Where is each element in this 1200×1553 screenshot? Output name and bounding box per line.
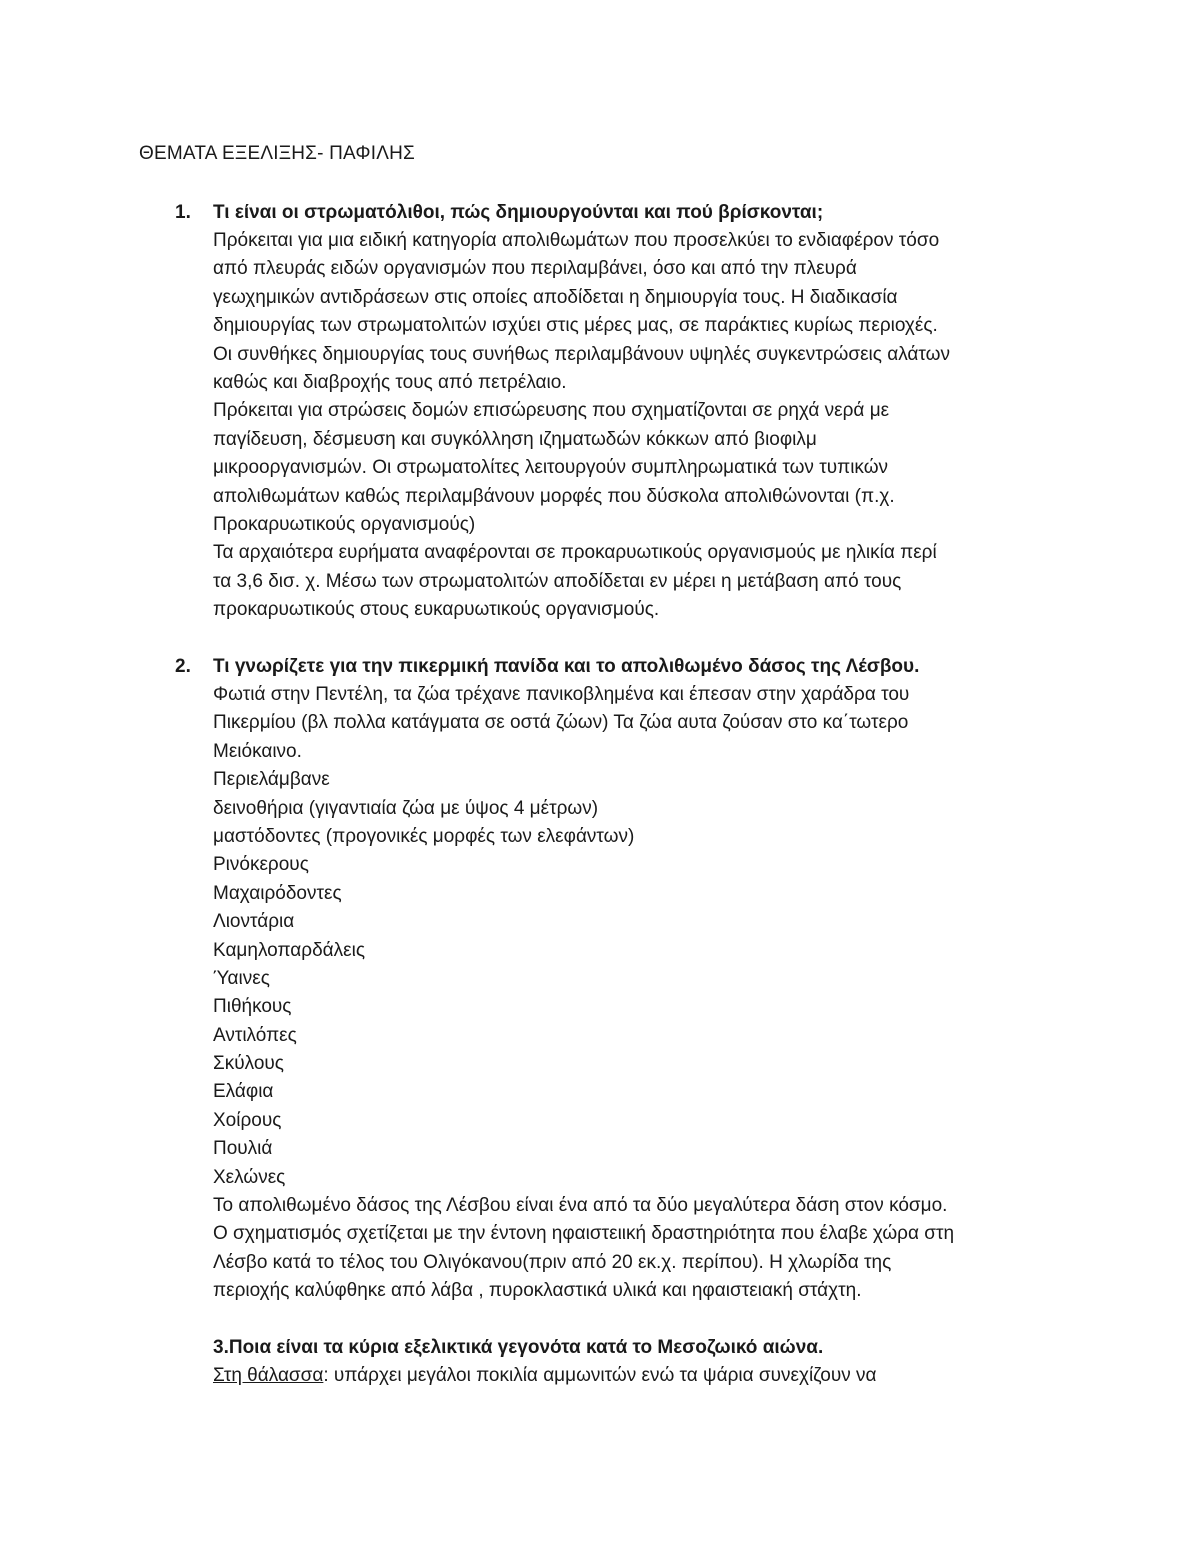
answer-line: Πιθήκους — [213, 996, 292, 1018]
answer-line: Ρινόκερους — [213, 854, 309, 876]
answer-body — [213, 227, 1075, 624]
answer-line: Λιοντάρια — [213, 911, 295, 933]
answer-line: Σκύλους — [213, 1053, 284, 1075]
answer-line: Φωτιά στην Πεντέλη, τα ζώα τρέχανε πανικοβλημένα και έπεσαν στην χαράδρα του — [213, 684, 910, 705]
answer-line: Ύαινες — [213, 967, 270, 989]
answer-line: τα 3,6 δισ. χ. Μέσω των στρωματολιτών αποδίδεται εν μέρει η μετάβαση από τους — [213, 570, 902, 592]
question-number: 1. — [175, 202, 191, 223]
answer-line: καθώς και διαβροχής τους από πετρέλαιο. — [213, 371, 567, 393]
answer-line: Πικερμίου (βλ πολλα κατάγματα σε οστά ζώων) Τα ζώα αυτα ζούσαν στο κα΄τωτερο — [213, 712, 909, 734]
answer-line — [213, 1362, 1075, 1390]
question-section-2 — [175, 653, 1075, 1306]
answer-line: Μαχαιρόδοντες — [213, 882, 342, 904]
answer-line: Μειόκαινο. — [213, 740, 302, 762]
answer-line: Ο σχηματισμός σχετίζεται με την έντονη ηφαιστειική δραστηριότητα που έλαβε χώρα στη — [213, 1223, 955, 1245]
answer-line: δημιουργίας των στρωματολιτών ισχύει στις μέρες μας, σε παράκτιες κυρίως περιοχές. — [213, 315, 938, 337]
question-heading: 3.Ποια είναι τα κύρια εξελικτικά γεγονότα κατά το Μεσοζωικό αιώνα. — [213, 1337, 824, 1358]
answer-line: Το απολιθωμένο δάσος της Λέσβου είναι ένα από τα δύο μεγαλύτερα δάση στον κόσμο. — [213, 1195, 948, 1217]
question-text: Τι γνωρίζετε για την πικερμική πανίδα και το απολιθωμένο δάσος της Λέσβου. — [213, 656, 920, 677]
question-section-3 — [175, 1334, 1075, 1390]
answer-line: δεινοθήρια (γιγαντιαία ζώα με ύψος 4 μέτρων) — [213, 797, 599, 819]
answer-line-rest: : υπάρχει μεγάλοι ποκιλία αμμωνιτών ενώ τα ψάρια συνεχίζουν να — [323, 1365, 877, 1386]
question-number: 2. — [175, 656, 191, 677]
answer-line: Λέσβο κατά το τέλος του Ολιγόκανου(πριν από 20 εκ.χ. περίπου). Η χλωρίδα της — [213, 1251, 892, 1273]
answer-line: Καμηλοπαρδάλεις — [213, 939, 365, 961]
answer-line: μαστόδοντες (προγονικές μορφές των ελεφάντων) — [213, 825, 635, 847]
question-text: Τι είναι οι στρωματόλιθοι, πώς δημιουργούνται και πού βρίσκονται; — [213, 202, 824, 223]
answer-line: μικροοργανισμών. Οι στρωματολίτες λειτουργούν συμπληρωματικά των τυπικών — [213, 457, 889, 479]
answer-line: από πλευράς ειδών οργανισμών που περιλαμβάνει, όσο και από την πλευρά — [213, 258, 857, 280]
answer-line: Πρόκειται για μια ειδική κατηγορία απολιθωμάτων που προσελκύει το ενδιαφέρον τόσο — [213, 230, 940, 251]
answer-line: Πρόκειται για στρώσεις δομών επισώρευσης που σχηματίζονται σε ρηχά νερά με — [213, 400, 890, 422]
answer-body — [213, 681, 1075, 1306]
answer-line: Οι συνθήκες δημιουργίας τους συνήθως περιλαμβάνουν υψηλές συγκεντρώσεις αλάτων — [213, 343, 950, 365]
document-title: ΘΕΜΑΤΑ ΕΞΕΛΙΞΗΣ- ΠΑΦΙΛΗΣ — [139, 143, 415, 164]
answer-line: περιοχής καλύφθηκε από λάβα , πυροκλαστικά υλικά και ηφαιστειακή στάχτη. — [213, 1280, 862, 1302]
answer-line: απολιθωμάτων καθώς περιλαμβάνουν μορφές που δύσκολα απολιθώνονται (π.χ. — [213, 485, 895, 507]
question-heading — [175, 653, 1075, 681]
answer-line: Προκαρυωτικούς οργανισμούς) — [213, 513, 476, 535]
answer-body — [213, 1362, 1075, 1390]
underlined-subheading: Στη θάλασσα — [213, 1365, 324, 1386]
answer-line: Χοίρους — [213, 1109, 282, 1131]
question-heading — [175, 199, 1075, 227]
question-section-1 — [175, 199, 1075, 624]
answer-line: Χελώνες — [213, 1166, 286, 1188]
answer-line: Περιελάμβανε — [213, 769, 330, 791]
answer-line: Πουλιά — [213, 1138, 273, 1160]
answer-line: προκαρυωτικούς στους ευκαρυωτικούς οργανισμούς. — [213, 599, 660, 621]
answer-line: παγίδευση, δέσμευση και συγκόλληση ιζηματωδών κόκκων από βιοφιλμ — [213, 428, 817, 450]
answer-line: Τα αρχαιότερα ευρήματα αναφέρονται σε προκαρυωτικούς οργανισμούς με ηλικία περί — [213, 542, 937, 564]
answer-line: γεωχημικών αντιδράσεων στις οποίες αποδίδεται η δημιουργία τους. Η διαδικασία — [213, 286, 898, 308]
answer-line: Αντιλόπες — [213, 1024, 297, 1046]
answer-line: Ελάφια — [213, 1081, 274, 1103]
